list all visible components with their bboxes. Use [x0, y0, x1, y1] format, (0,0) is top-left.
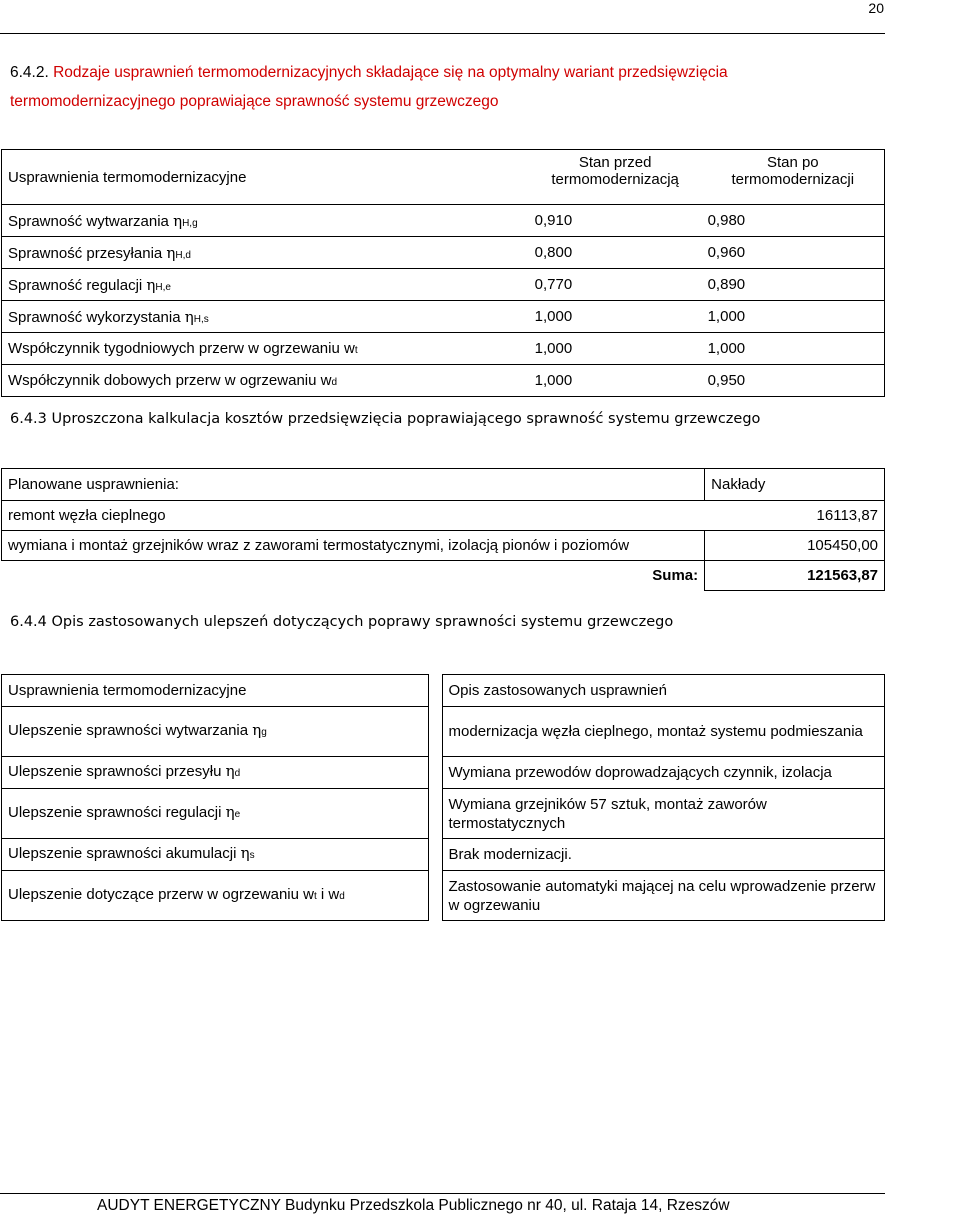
header-state-after: Stan po termomodernizacji	[702, 150, 885, 205]
value-before: 1,000	[529, 333, 702, 365]
footer-rule	[0, 1193, 885, 1194]
cost-table	[1, 468, 885, 591]
eta-symbol: η	[184, 307, 194, 326]
row-label: Sprawność regulacji ηH,e	[2, 269, 529, 301]
eta-symbol: η	[252, 721, 262, 739]
eta-symbol: η	[173, 211, 183, 230]
section-6-4-2-title-line2: termomodernizacyjnego poprawiające sprawność systemu grzewczego	[10, 93, 499, 110]
header-state-before: Stan przed termomodernizacją	[529, 150, 702, 205]
value-after: 0,890	[702, 269, 885, 301]
row-label: Współczynnik dobowych przerw w ogrzewaniu wd	[2, 365, 529, 397]
value-after: 1,000	[702, 333, 885, 365]
column-gap	[428, 707, 442, 757]
improvement-description: Zastosowanie automatyki mającej na celu wprowadzenie przerw w ogrzewaniu	[442, 871, 884, 921]
cost-item-value: 105450,00	[705, 531, 885, 561]
sum-value: 121563,87	[705, 561, 885, 591]
section-6-4-3-title: 6.4.3 Uproszczona kalkulacja kosztów przedsięwzięcia poprawiającego sprawność systemu grzewczego	[10, 411, 761, 427]
table-row	[2, 269, 885, 301]
improvements-description-table	[1, 674, 885, 921]
improvement-description: Wymiana grzejników 57 sztuk, montaż zaworów termostatycznych	[442, 789, 884, 839]
improvement-label: Ulepszenie dotyczące przerw w ogrzewaniu wt i wd	[2, 871, 429, 921]
value-after: 0,960	[702, 237, 885, 269]
cost-sum-row	[2, 561, 885, 591]
row-label: Współczynnik tygodniowych przerw w ogrzewaniu wt	[2, 333, 529, 365]
value-before: 1,000	[529, 365, 702, 397]
cost-item-label: remont węzła cieplnego	[2, 501, 705, 531]
table-row	[2, 839, 885, 871]
header-description: Opis zastosowanych usprawnień	[442, 675, 884, 707]
column-gap	[428, 871, 442, 921]
eta-symbol: η	[225, 803, 235, 821]
description-table-header	[2, 675, 885, 707]
header-rule	[0, 33, 885, 34]
row-label: Sprawność wykorzystania ηH,s	[2, 301, 529, 333]
value-before: 0,910	[529, 205, 702, 237]
eta-symbol: η	[146, 275, 156, 294]
cost-table-header	[2, 469, 885, 501]
table-row	[2, 365, 885, 397]
section-6-4-2-number: 6.4.2.	[10, 64, 54, 81]
table-row	[2, 205, 885, 237]
eta-symbol: η	[240, 844, 250, 862]
improvement-label: Ulepszenie sprawności akumulacji ηs	[2, 839, 429, 871]
sum-label: Suma:	[2, 561, 705, 591]
section-6-4-2-title-line1: Rodzaje usprawnień termomodernizacyjnych składające się na optymalny wariant przedsięwzięcia	[53, 64, 728, 81]
value-after: 0,980	[702, 205, 885, 237]
improvement-label: Ulepszenie sprawności regulacji ηe	[2, 789, 429, 839]
table-row	[2, 333, 885, 365]
value-after: 0,950	[702, 365, 885, 397]
table-row	[2, 757, 885, 789]
column-gap	[428, 839, 442, 871]
cost-item-value: 16113,87	[705, 501, 885, 531]
column-gap	[428, 789, 442, 839]
table-row	[2, 237, 885, 269]
efficiency-table	[1, 149, 885, 397]
value-before: 0,800	[529, 237, 702, 269]
table-row	[2, 501, 885, 531]
table-row	[2, 871, 885, 921]
section-6-4-2-title	[10, 58, 728, 116]
header-costs: Nakłady	[705, 469, 885, 501]
eta-symbol: η	[166, 243, 176, 262]
value-before: 0,770	[529, 269, 702, 301]
improvement-description: Brak modernizacji.	[442, 839, 884, 871]
table-row	[2, 789, 885, 839]
row-label: Sprawność przesyłania ηH,d	[2, 237, 529, 269]
header-improvements: Usprawnienia termomodernizacyjne	[2, 675, 429, 707]
header-planned-improvements: Planowane usprawnienia:	[2, 469, 705, 501]
value-before: 1,000	[529, 301, 702, 333]
eta-symbol: η	[225, 762, 235, 780]
column-gap	[428, 675, 442, 707]
header-improvements: Usprawnienia termomodernizacyjne	[2, 150, 529, 205]
improvement-label: Ulepszenie sprawności przesyłu ηd	[2, 757, 429, 789]
value-after: 1,000	[702, 301, 885, 333]
page-number: 20	[868, 0, 884, 16]
table-row	[2, 531, 885, 561]
cost-item-label: wymiana i montaż grzejników wraz z zaworami termostatycznymi, izolacją pionów i poziomów	[2, 531, 705, 561]
improvement-description: modernizacja węzła cieplnego, montaż systemu podmieszania	[442, 707, 884, 757]
table-row	[2, 707, 885, 757]
row-label: Sprawność wytwarzania ηH,g	[2, 205, 529, 237]
section-6-4-4-title: 6.4.4 Opis zastosowanych ulepszeń dotyczących poprawy sprawności systemu grzewczego	[10, 614, 674, 630]
efficiency-table-header	[2, 150, 885, 205]
column-gap	[428, 757, 442, 789]
page-footer: AUDYT ENERGETYCZNY Budynku Przedszkola Publicznego nr 40, ul. Rataja 14, Rzeszów	[97, 1197, 730, 1214]
improvement-description: Wymiana przewodów doprowadzających czynnik, izolacja	[442, 757, 884, 789]
improvement-label: Ulepszenie sprawności wytwarzania ηg	[2, 707, 429, 757]
table-row	[2, 301, 885, 333]
